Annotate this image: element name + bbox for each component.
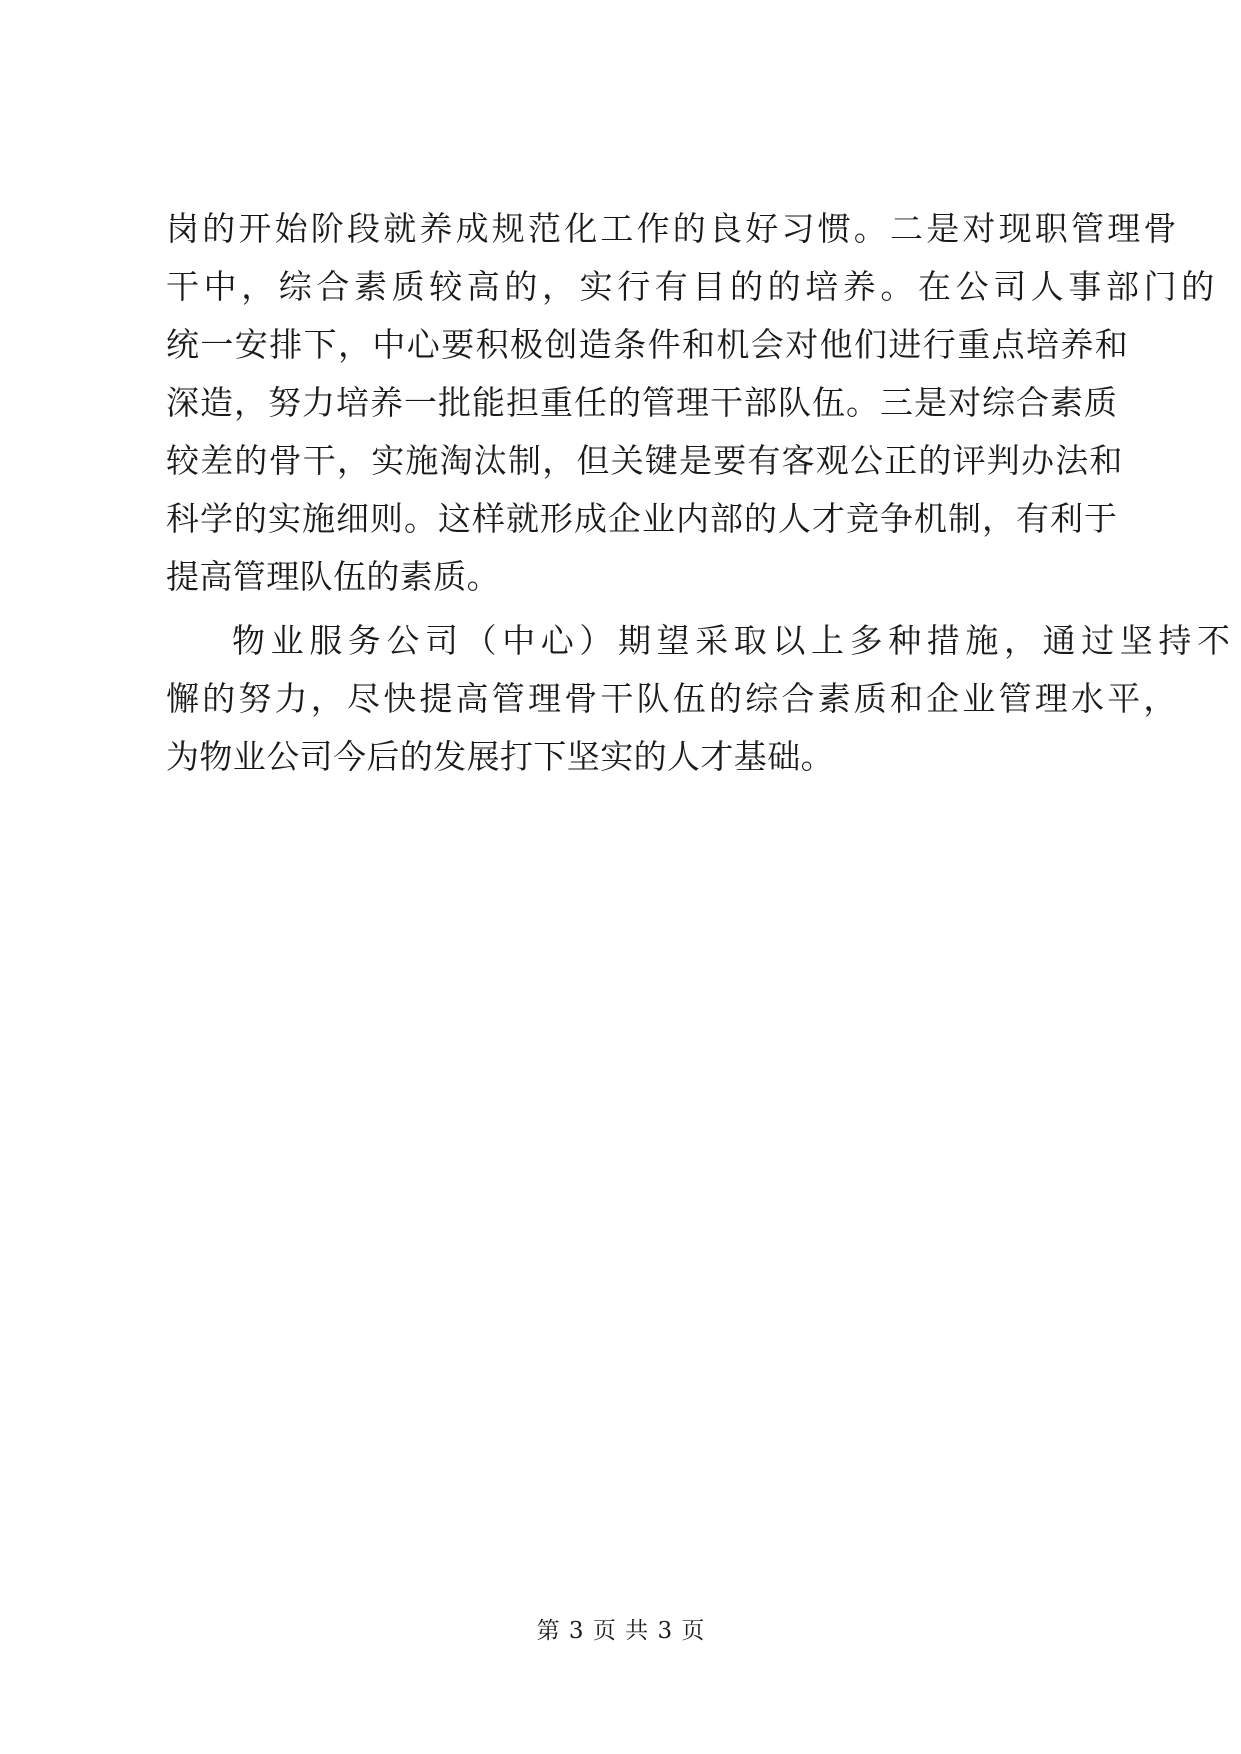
- paragraph-line: 深造，努力培养一批能担重任的管理干部队伍。三是对综合素质: [166, 383, 1118, 422]
- paragraph-line: 物业服务公司（中心）期望采取以上多种措施，通过坚持不: [232, 621, 1236, 660]
- paragraph-2: [166, 612, 1236, 786]
- paragraph-line: 岗的开始阶段就养成规范化工作的良好习惯。二是对现职管理骨: [166, 209, 1180, 248]
- paragraph-line: 干中，综合素质较高的，实行有目的的培养。在公司人事部门的: [166, 267, 1219, 306]
- paragraph-1: [166, 200, 1219, 606]
- document-body: [166, 200, 1236, 786]
- paragraph-line: 提高管理队伍的素质。: [166, 557, 500, 596]
- paragraph-line: 科学的实施细则。这样就形成企业内部的人才竞争机制，有利于: [166, 499, 1118, 538]
- paragraph-line: 较差的骨干，实施淘汰制，但关键是要有客观公正的评判办法和: [166, 441, 1124, 480]
- page-number-footer: 第 3 页 共 3 页: [536, 1618, 705, 1644]
- paragraph-line: 为物业公司今后的发展打下坚实的人才基础。: [166, 737, 834, 776]
- paragraph-line: 统一安排下，中心要积极创造条件和机会对他们进行重点培养和: [166, 325, 1130, 364]
- paragraph-line: 懈的努力，尽快提高管理骨干队伍的综合素质和企业管理水平，: [166, 679, 1180, 718]
